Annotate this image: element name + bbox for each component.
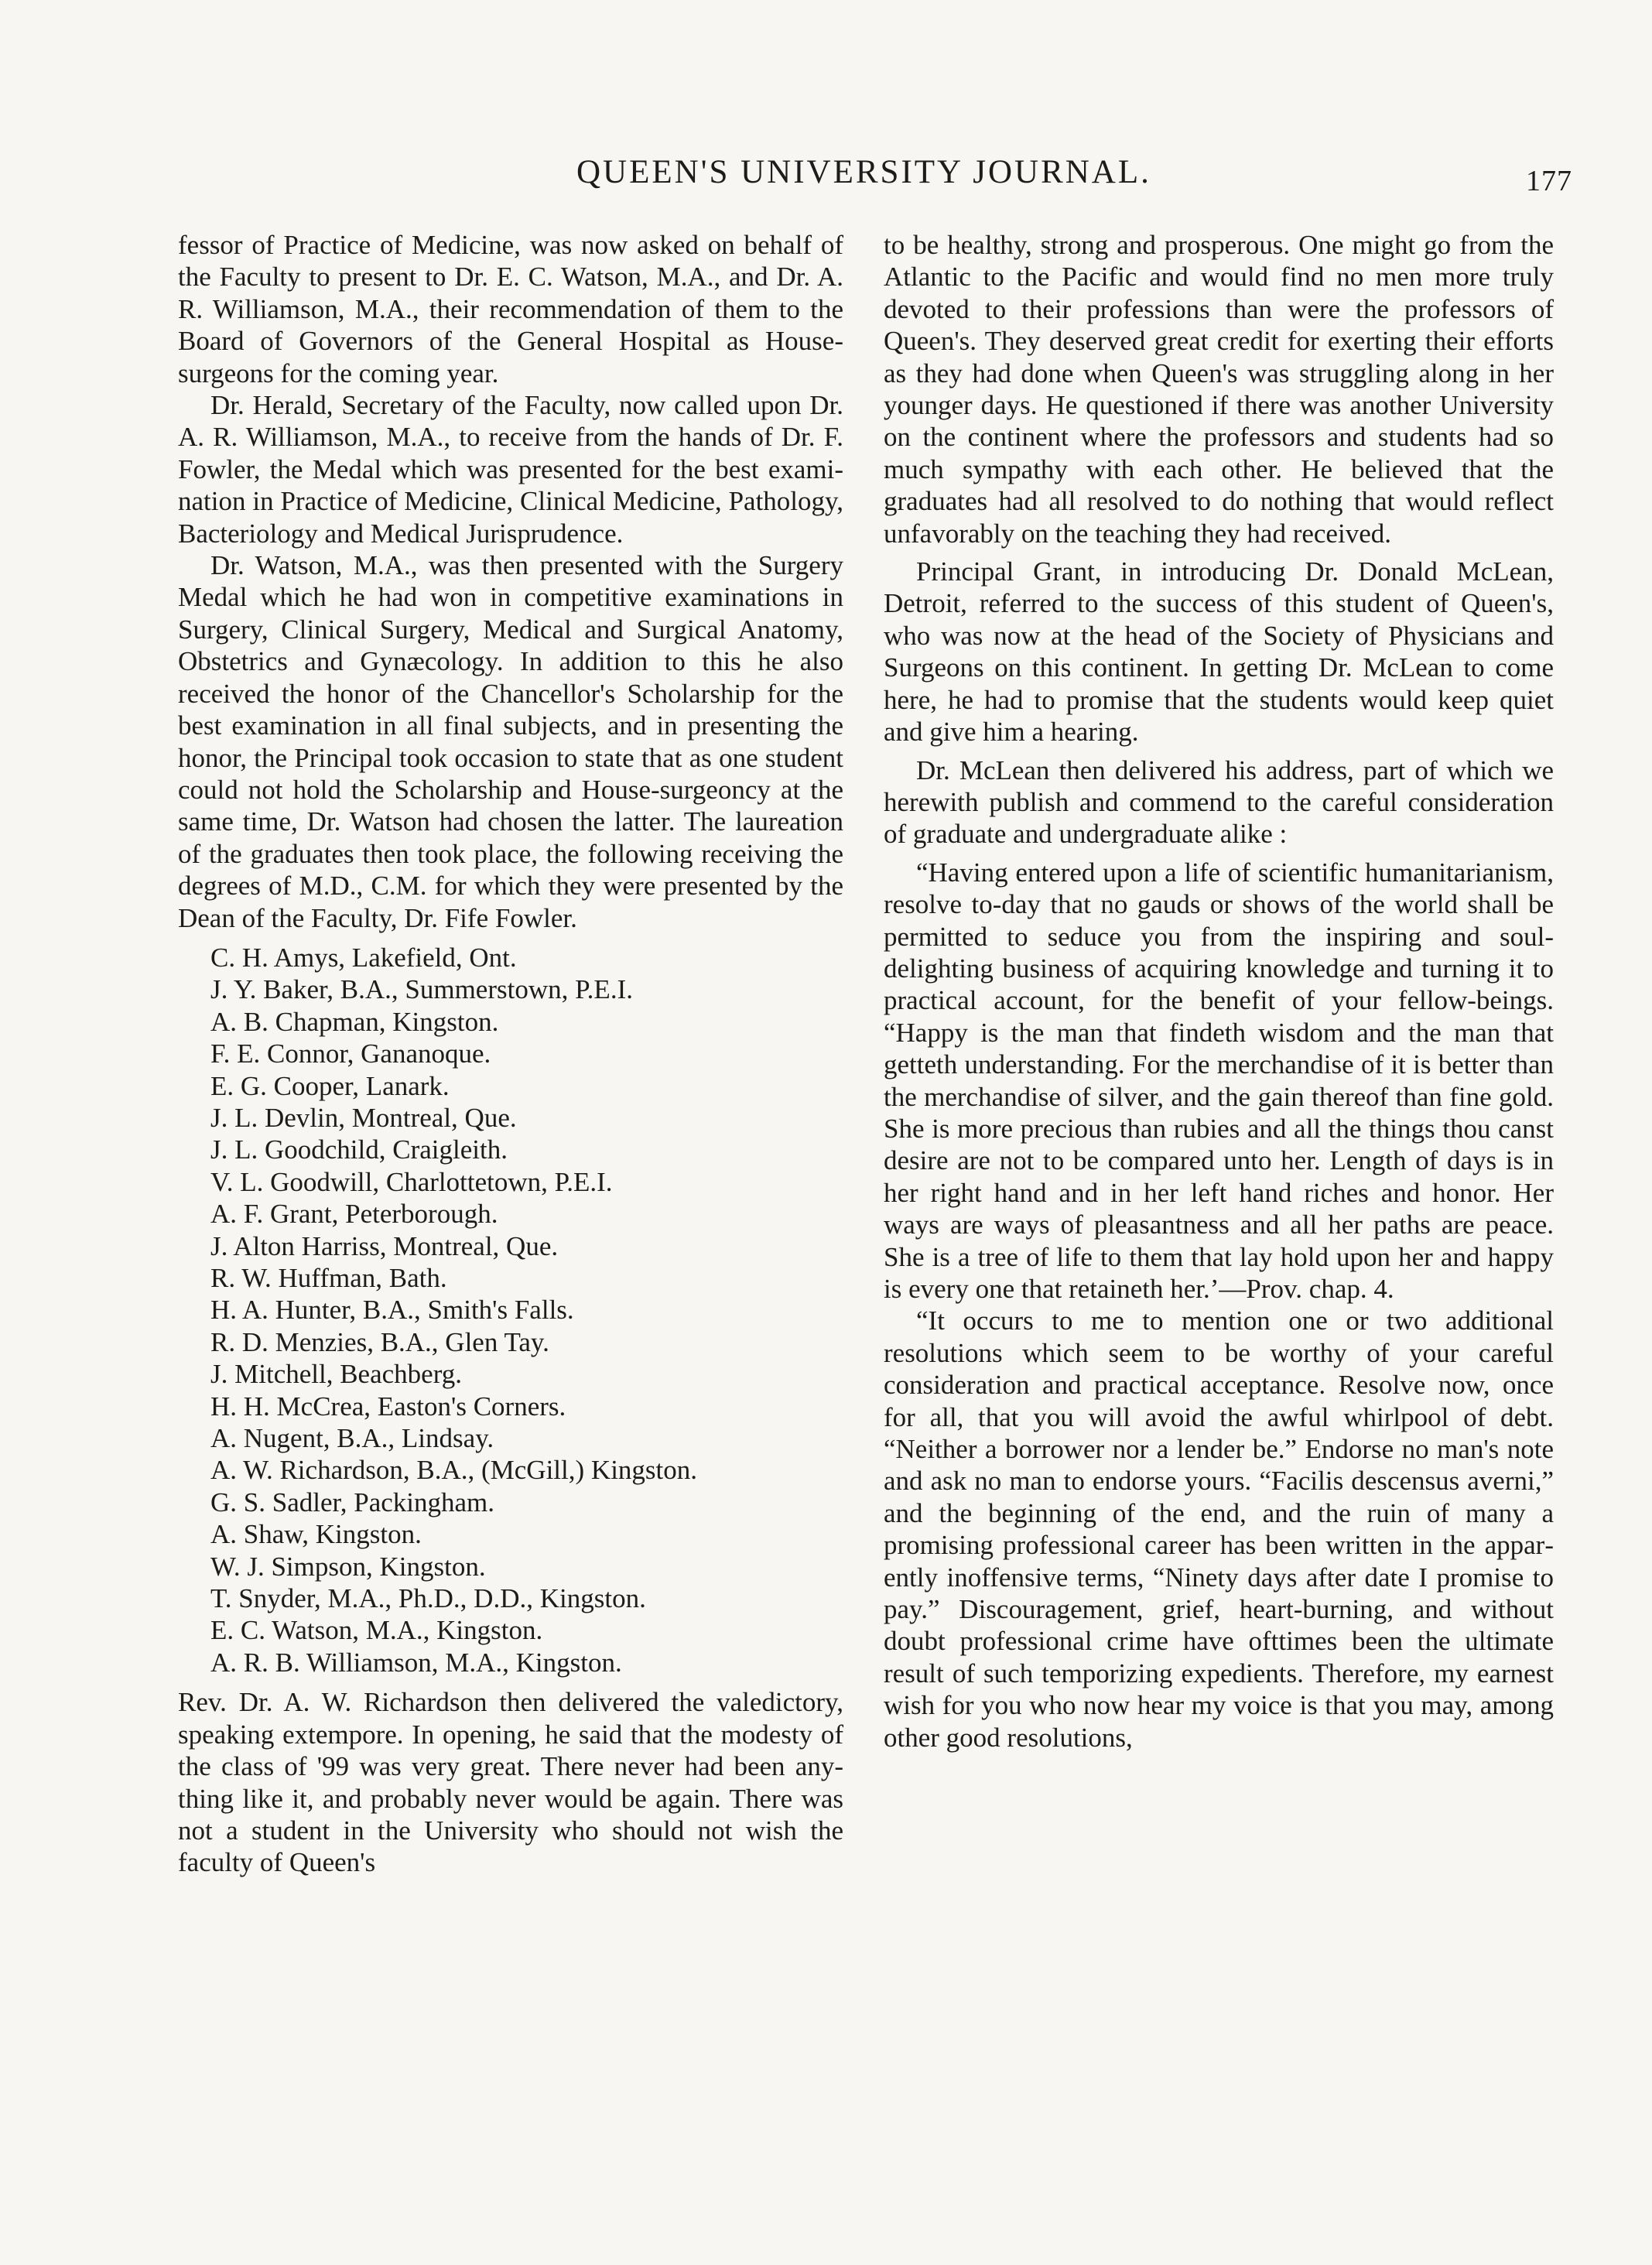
graduate-entry: A. W. Richardson, B.A., (McGill,) Kingston. xyxy=(210,1455,698,1486)
graduate-entry: E. G. Cooper, Lanark. xyxy=(210,1070,450,1101)
graduate-entry: H. H. McCrea, Easton's Corners. xyxy=(210,1391,566,1422)
paragraph: to be healthy, strong and prosperous. One might go from the Atlantic to the Pacific and would find no men more truly devoted to their professions than were the professors of Queen's. They deserved great credit for exerting their efforts as they had done when Queen's was struggling along in her younger days. He questioned if there was another University on the continent where the professors and students had so much sympathy with each other. He believed that the graduates had all resolved to do nothing that would reflect unfavorably on the teaching they had received. xyxy=(884,230,1554,549)
graduate-entry: H. A. Hunter, B.A., Smith's Falls. xyxy=(210,1295,574,1326)
graduate-entry: A. Nugent, B.A., Lindsay. xyxy=(210,1423,494,1454)
paragraph: fessor of Practice of Medicine, was now asked on behalf of the Faculty to present to Dr. E. C. Watson, M.A., and Dr. A. R. Williamson, M.A., their recommendation of them to the Board of Governors of the General Hospital as House-surgeons for the coming year. xyxy=(178,230,843,388)
paragraph: “It occurs to me to mention one or two additional resolutions which seem to be worthy of your careful consideration and practical acceptance. Resolve now, once for all, that you will avoid the awful whirlpool of debt. “Neither a borrower nor a lender be.” Endorse no man's note and ask no man to endorse yours. “Facilis descensus averni,” and the beginning of the end, and the ruin of many a promising professional career has been written in the apparently inoffensive terms, “Ninety days after date I promise to pay.” Discouragement, grief, heart-burning, and without doubt professional crime have ofttimes been the ultimate result of such temporizing expedients. Therefore, my earnest wish for you who now hear my voice is that you may, among other good resolutions, xyxy=(884,1305,1554,1753)
graduate-entry: J. Alton Harriss, Montreal, Que. xyxy=(210,1230,559,1261)
running-head xyxy=(0,153,1652,200)
graduate-entry: A. Shaw, Kingston. xyxy=(210,1519,422,1550)
right-column xyxy=(884,229,1554,1753)
graduate-entry: V. L. Goodwill, Charlottetown, P.E.I. xyxy=(210,1166,613,1197)
graduate-entry: E. C. Watson, M.A., Kingston. xyxy=(210,1615,543,1646)
graduate-entry: J. L. Devlin, Montreal, Que. xyxy=(210,1102,517,1133)
graduate-entry: W. J. Simpson, Kingston. xyxy=(210,1551,486,1582)
paragraph: Dr. McLean then delivered his address, part of which we herewith publish and commend to the careful consideration of graduate and undergraduate alike : xyxy=(884,754,1554,850)
graduate-entry: T. Snyder, M.A., Ph.D., D.D., Kingston. xyxy=(210,1583,646,1614)
paragraph: Dr. Herald, Secretary of the Faculty, now called upon Dr. A. R. Williamson, M.A., to receive from the hands of Dr. F. Fowler, the Medal which was presented for the best examination in Practice of Medicine, Clinical Medicine, Pathology, Bacteriology and Medical Jurisprudence. xyxy=(178,390,843,549)
graduate-entry: J. L. Goodchild, Craigleith. xyxy=(210,1134,508,1165)
graduate-entry: G. S. Sadler, Packingham. xyxy=(210,1487,495,1517)
graduate-entry: R. D. Menzies, B.A., Glen Tay. xyxy=(210,1326,549,1357)
page-number: 177 xyxy=(1526,165,1572,197)
graduate-entry: J. Y. Baker, B.A., Summerstown, P.E.I. xyxy=(210,974,633,1005)
paragraph: Principal Grant, in introducing Dr. Donald McLean, Detroit, referred to the success of this student of Queen's, who was now at the head of the Society of Physicians and Surgeons on this continent. In getting Dr. McLean to come here, he had to promise that the students would keep quiet and give him a hearing. xyxy=(884,556,1554,748)
paragraph: Rev. Dr. A. W. Richardson then delivered the valedictory, speaking extempore. In opening, he said that the modesty of the class of '99 was very great. There never had been anything like it, and probably never would be again. There was not a student in the University who should not wish the faculty of Queen's xyxy=(178,1687,843,1878)
journal-title: QUEEN'S UNIVERSITY JOURNAL. xyxy=(576,154,1151,190)
graduate-entry: A. B. Chapman, Kingston. xyxy=(210,1006,499,1037)
graduate-entry: A. F. Grant, Peterborough. xyxy=(210,1199,498,1230)
graduates-list xyxy=(210,942,843,1678)
paragraph: Dr. Watson, M.A., was then presented with the Surgery Medal which he had won in competitive examinations in Surgery, Clinical Surgery, Medical and Surgical Anatomy, Obstetrics and Gynæcology. In addition to this he also received the honor of the Chancellor's Scholarship for the best examination in all final subjects, and in presenting the honor, the Principal took occasion to state that as one student could not hold the Scholarship and House-surgeoncy at the same time, Dr. Watson had chosen the latter. The laureation of the graduates then took place, the following receiving the degrees of M.D., C.M. for which they were presented by the Dean of the Faculty, Dr. Fife Fowler. xyxy=(178,550,843,933)
graduate-entry: R. W. Huffman, Bath. xyxy=(210,1263,447,1293)
left-column xyxy=(178,229,843,1879)
graduate-entry: F. E. Connor, Gananoque. xyxy=(210,1038,491,1069)
graduate-entry: C. H. Amys, Lakefield, Ont. xyxy=(210,942,517,973)
graduate-entry: A. R. B. Williamson, M.A., Kingston. xyxy=(210,1647,622,1678)
graduate-entry: J. Mitchell, Beachberg. xyxy=(210,1359,462,1390)
paragraph: “Having entered upon a life of scientific humanitarianism, resolve to-day that no gauds or shows of the world shall be permitted to seduce you from the inspiring and soul-delighting business of acquiring knowledge and turning it to practical account, for the benefit of your fellow-beings. “Happy is the man that findeth wisdom and the man that getteth understanding. For the merchandise of it is better than the merchandise of silver, and the gain thereof than fine gold. She is more precious than rubies and all the things thou canst desire are not to be compared unto her. Length of days is in her right hand and in her left hand riches and honor. Her ways are ways of pleasantness and all her paths are peace. She is a tree of life to them that lay hold upon her and happy is every one that retaineth her.’—Prov. chap. 4. xyxy=(884,857,1554,1304)
